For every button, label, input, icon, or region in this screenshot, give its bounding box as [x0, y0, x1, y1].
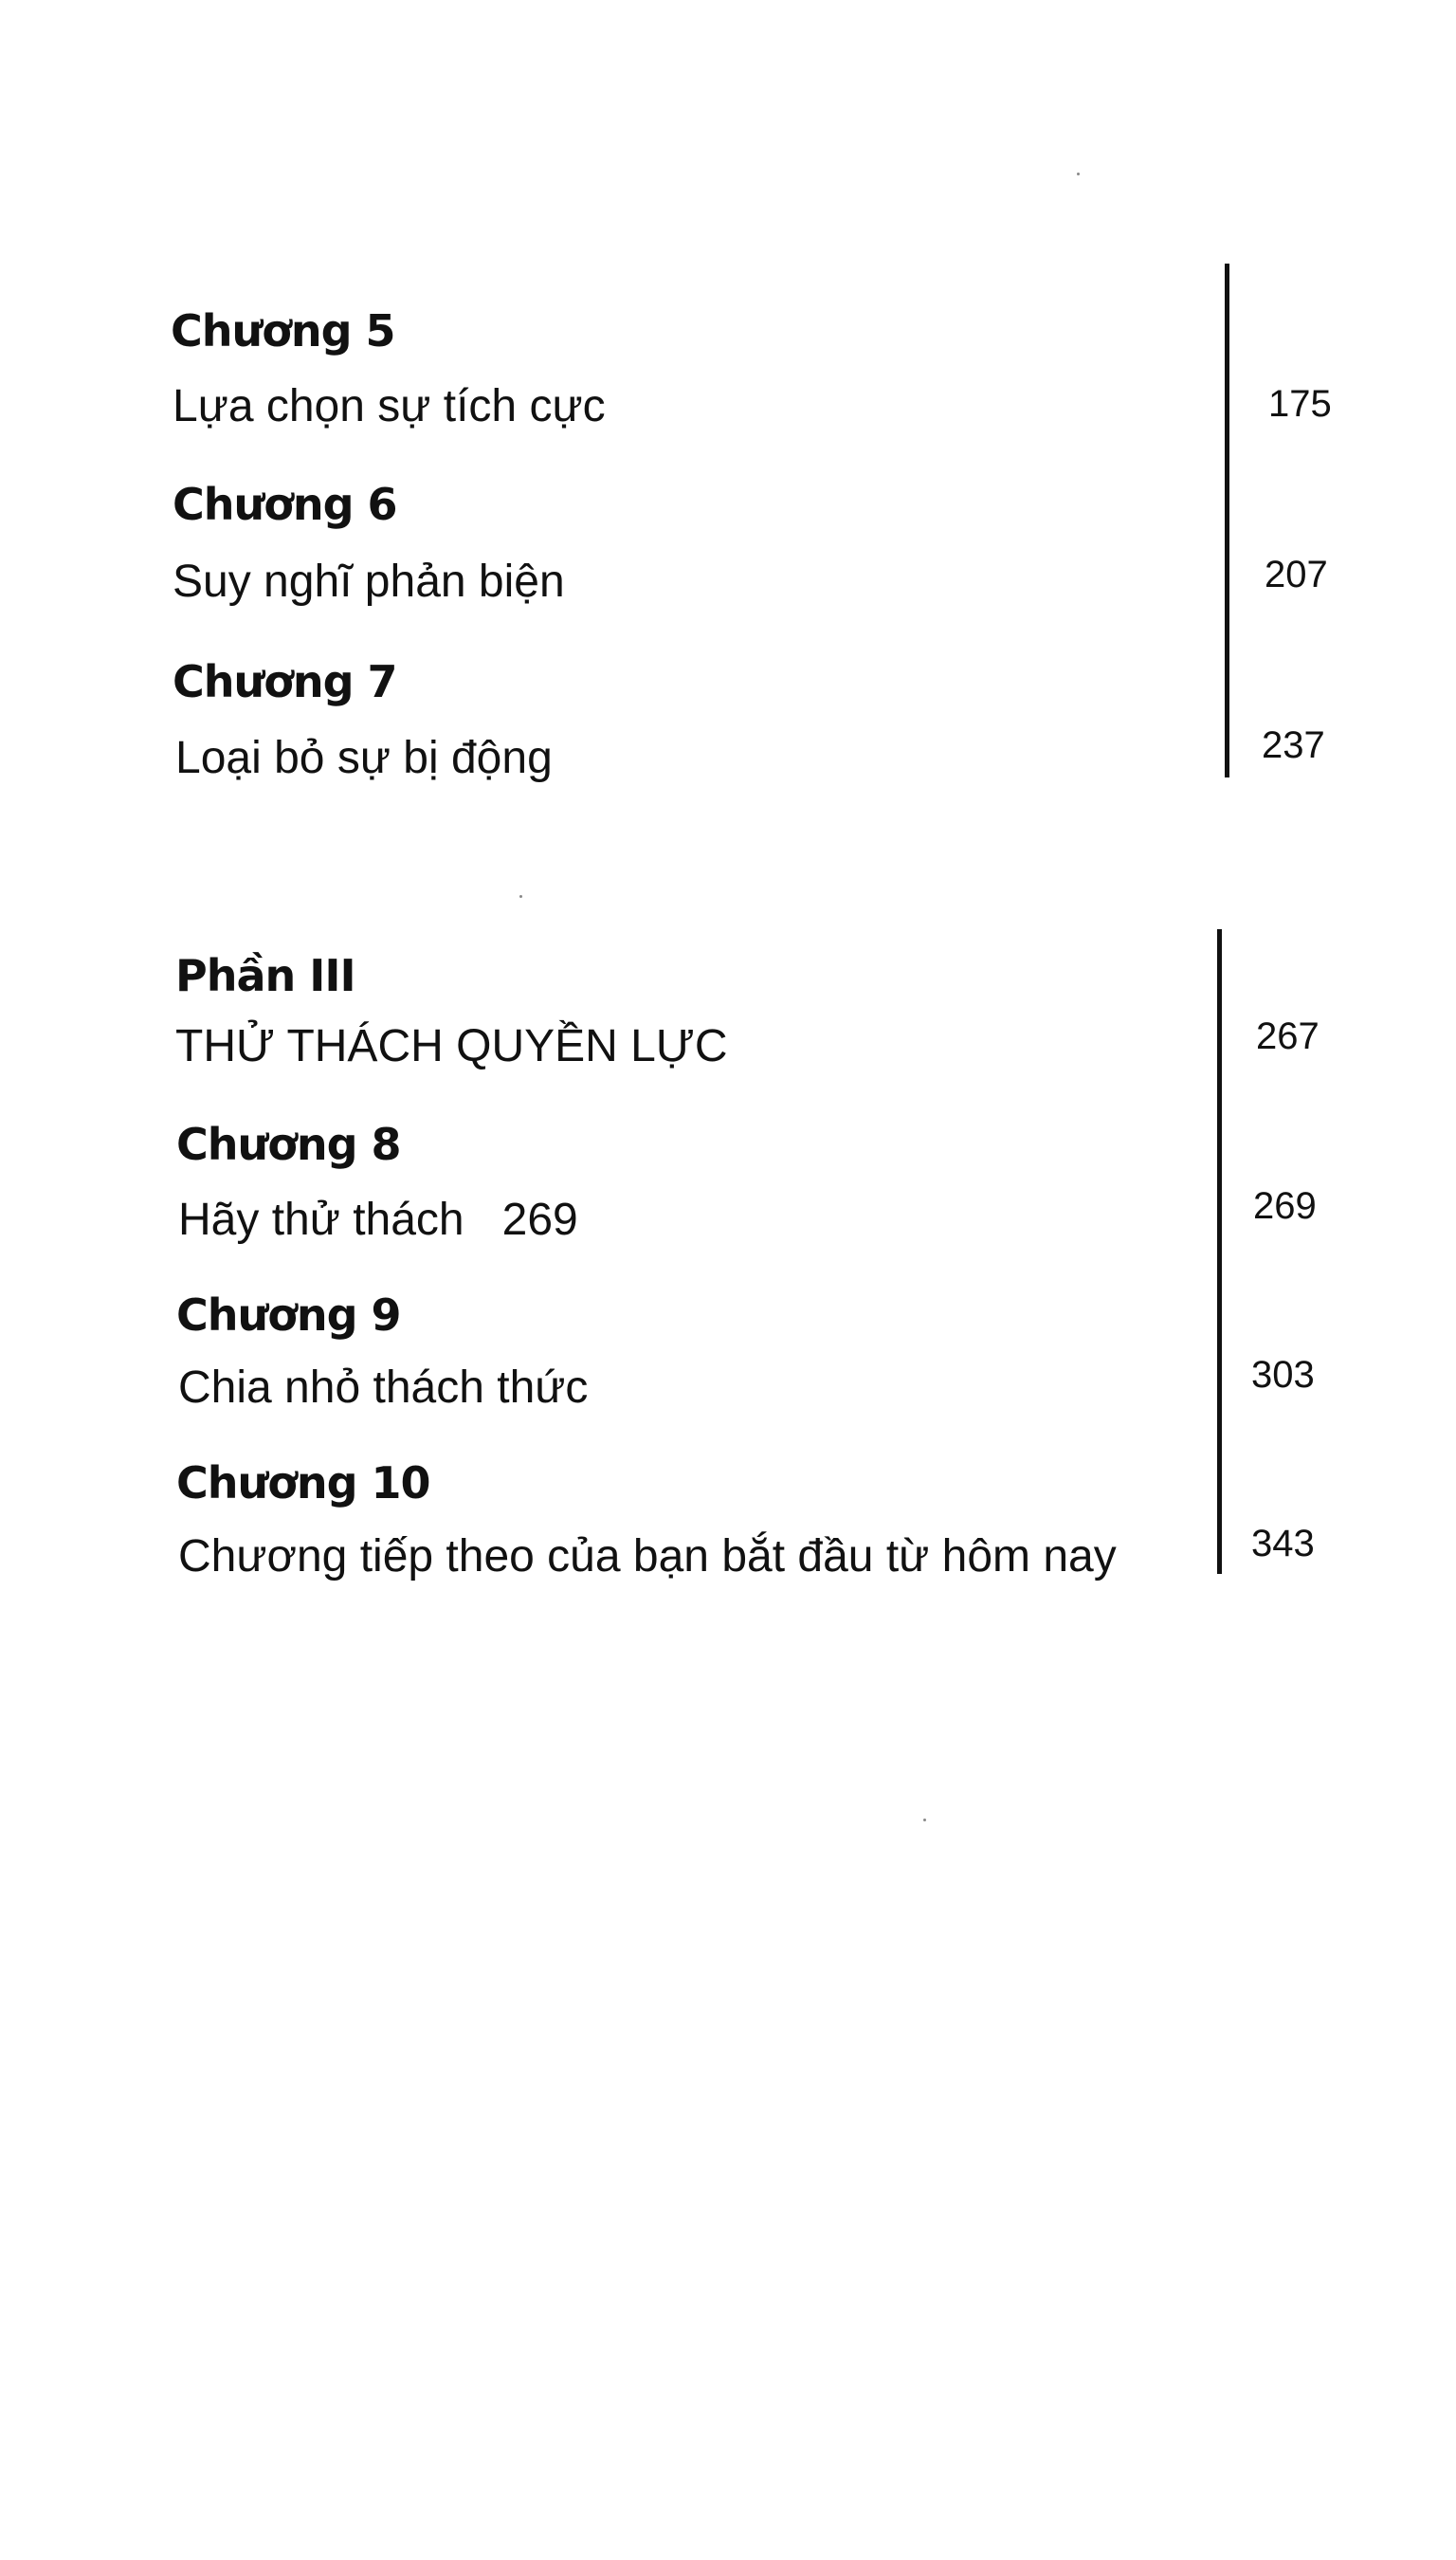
toc-page-number: 343 — [1251, 1523, 1315, 1564]
toc-title: Hãy thử thách 269 — [178, 1195, 578, 1245]
toc-title: Chương tiếp theo của bạn bắt đầu từ hôm nay — [178, 1531, 1117, 1582]
toc-page-number: 175 — [1268, 383, 1332, 425]
toc-page-number: 267 — [1256, 1015, 1320, 1057]
toc-heading: Chương 5 — [171, 305, 395, 357]
toc-page-number: 303 — [1251, 1354, 1315, 1396]
toc-heading: Chương 7 — [173, 656, 397, 707]
scan-speck — [1077, 173, 1080, 175]
toc-page-number: 237 — [1262, 724, 1325, 766]
toc-part-heading: Phần III — [175, 950, 355, 1001]
toc-heading: Chương 9 — [176, 1289, 401, 1341]
toc-page-number: 269 — [1253, 1185, 1317, 1227]
toc-heading: Chương 8 — [176, 1119, 401, 1170]
toc-title: Chia nhỏ thách thức — [178, 1362, 589, 1413]
scan-speck — [519, 895, 522, 898]
toc-title: THỬ THÁCH QUYỀN LỰC — [175, 1021, 728, 1071]
toc-page-number: 207 — [1265, 554, 1328, 595]
toc-heading: Chương 6 — [173, 479, 397, 530]
toc-heading: Chương 10 — [176, 1457, 430, 1509]
scan-speck — [923, 1819, 926, 1821]
toc-title: Lựa chọn sự tích cực — [173, 381, 606, 431]
toc-title: Loại bỏ sự bị động — [175, 733, 553, 783]
toc-title: Suy nghĩ phản biện — [173, 557, 565, 607]
section1-divider-line — [1225, 264, 1229, 777]
section2-divider-line — [1217, 929, 1222, 1574]
